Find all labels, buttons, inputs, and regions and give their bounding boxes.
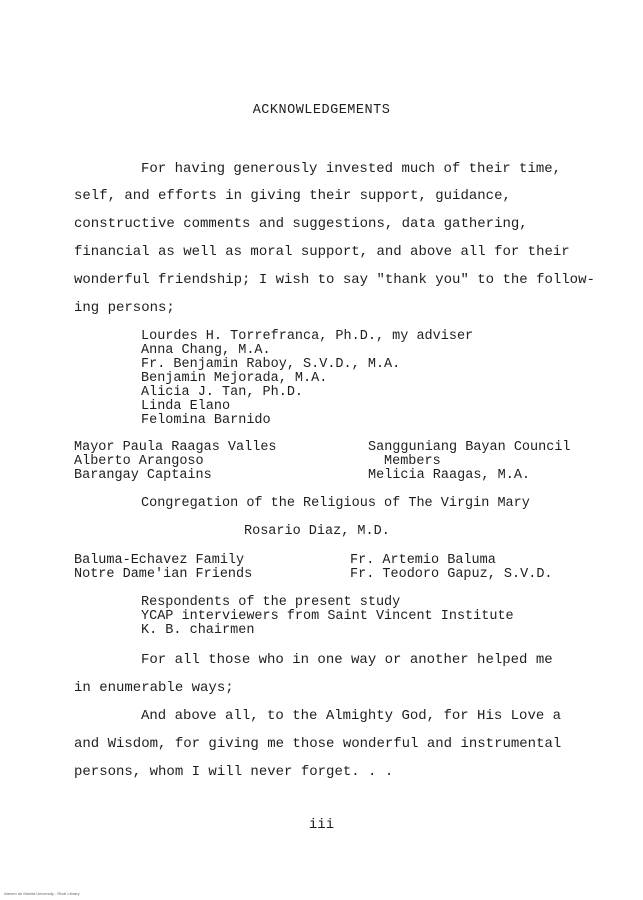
list-item: Notre Dame'ian Friends	[74, 567, 253, 582]
persons-list	[141, 330, 473, 428]
list-item: Linda Elano	[141, 399, 231, 414]
intro-line-3: constructive comments and suggestions, data gathering,	[74, 216, 528, 232]
list-item: Fr. Artemio Baluma	[350, 553, 496, 568]
list-item: Baluma-Echavez Family	[74, 553, 245, 568]
page-number: iii	[308, 817, 335, 833]
list-item: Fr. Teodoro Gapuz, S.V.D.	[350, 567, 553, 582]
list-item: Lourdes H. Torrefranca, Ph.D., my adviser	[141, 329, 474, 344]
intro-line-2: self, and efforts in giving their support, guidance,	[74, 188, 511, 204]
closing1-line-2: in enumerable ways;	[74, 680, 234, 696]
officials-left-column	[74, 441, 277, 483]
list-item: Alicia J. Tan, Ph.D.	[141, 385, 304, 400]
page-title: ACKNOWLEDGEMENTS	[252, 103, 391, 118]
list-item: YCAP interviewers from Saint Vincent Institute	[141, 609, 514, 624]
list-item: Respondents of the present study	[141, 595, 401, 610]
officials-right-column	[368, 441, 571, 483]
rosario-line: Rosario Diaz, M.D.	[244, 524, 390, 539]
closing2-line-2: and Wisdom, for giving me those wonderful and instrumental	[74, 736, 562, 752]
family-right-column	[350, 554, 553, 582]
list-item: Sangguniang Bayan Council	[368, 440, 571, 455]
congregation-line: Congregation of the Religious of The Virgin Mary	[141, 496, 530, 511]
family-left-column	[74, 554, 252, 582]
list-item: Melicia Raagas, M.A.	[368, 468, 531, 483]
list-item: Fr. Benjamin Raboy, S.V.D., M.A.	[141, 357, 401, 372]
list-item: Barangay Captains	[74, 468, 212, 483]
list-item: Anna Chang, M.A.	[141, 343, 271, 358]
footer-watermark: Ateneo de Manila University - Rizal Library	[4, 891, 80, 896]
list-item: Benjamin Mejorada, M.A.	[141, 371, 328, 386]
list-item: K. B. chairmen	[141, 623, 255, 638]
intro-line-5: wonderful friendship; I wish to say "thank you" to the follow-	[74, 272, 595, 288]
list-item: Felomina Barnido	[141, 413, 271, 428]
intro-line-1: For having generously invested much of their time,	[141, 161, 562, 177]
intro-line-4: financial as well as moral support, and above all for their	[74, 244, 570, 260]
closing2-line-3: persons, whom I will never forget. . .	[74, 764, 394, 780]
respondents-list	[141, 596, 514, 638]
intro-line-6: ing persons;	[74, 300, 175, 316]
closing2-line-1: And above all, to the Almighty God, for His Love a	[141, 708, 562, 724]
list-item: Mayor Paula Raagas Valles	[74, 440, 277, 455]
closing1-line-1: For all those who in one way or another helped me	[141, 652, 553, 668]
list-item: Alberto Arangoso	[74, 454, 204, 469]
list-item: Members	[384, 454, 441, 469]
